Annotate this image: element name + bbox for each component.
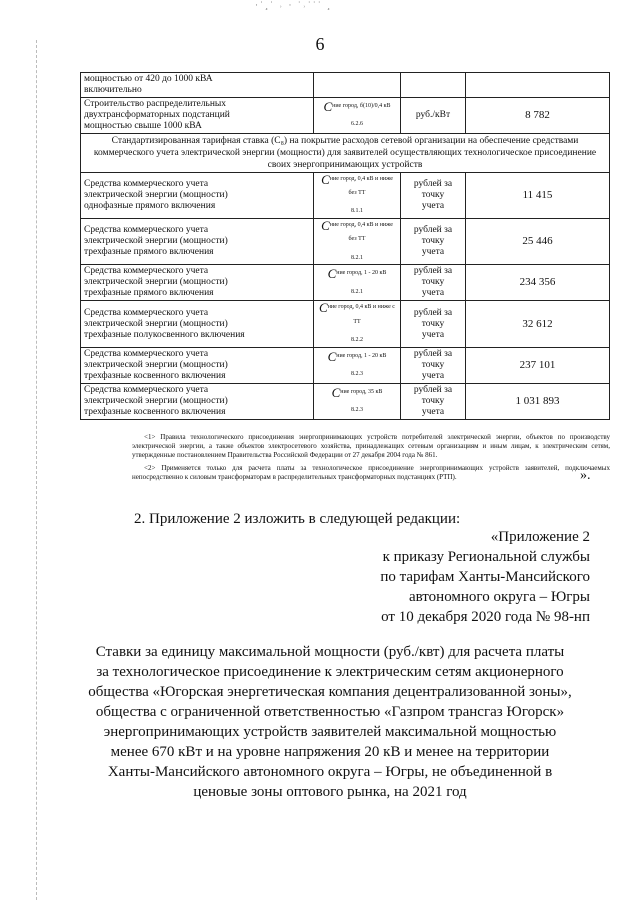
page-number: 6 [315,34,325,54]
rate-symbol: C [323,99,333,115]
unit [401,173,466,219]
row-name-line: включительно [84,85,142,95]
unit [401,219,466,265]
rate-subscript: 8.2.1 [351,288,363,295]
footnote-2: <2> Применяется только для расчета платы за технологическое присоединение энергопринимающих устройств заявителей, подключаемых непосредственно к силовым трансформаторам в распределительных трансформаторных подстанциях (РТП). [132,464,610,481]
table-row [81,98,610,134]
document-title [70,642,590,802]
rate-subscript: 8.2.2 [351,336,363,343]
rate-symbol: C [331,384,341,400]
row-name-line: Средства коммерческого учета [84,348,209,359]
row-name-line: однофазные прямого включения [84,201,216,212]
table-row [81,265,610,301]
unit-line: учета [421,406,445,417]
row-name-line: электрической энергии (мощности) [84,236,228,247]
unit-line: рублей за [413,266,453,277]
title-line: за технологическое присоединение к электрическим сетям акционерного [96,664,564,680]
row-name-line: электрической энергии (мощности) [84,190,228,201]
row-name-line: электрической энергии (мощности) [84,277,228,288]
title-line: общества «Югорская энергетическая компания децентрализованной зоны», [88,684,572,700]
rate-code [314,219,401,265]
rate-superscript: ние город, 35 кВ [340,388,383,395]
rate-value: 32 612 [466,301,610,347]
unit-line: учета [421,201,445,212]
rate-subscript: 8.1.1 [351,208,363,215]
unit-line: точку [421,318,445,329]
row-name-line: электрической энергии (мощности) [84,395,228,406]
rate-symbol: C [327,266,337,282]
table-row [81,219,610,265]
rate-superscript: ние город, 1 - 20 кВ [336,352,387,359]
margin-line [36,40,37,900]
row-name [81,98,314,134]
row-name [81,301,314,347]
title-line: ценовые зоны оптового рынка, на 2021 год [193,784,467,800]
row-name-line: Средства коммерческого учета [84,266,209,277]
section-header-text: Стандартизированная тарифная ставка (C₈) на покрытие расходов сетевой организации на обеспечение средствами коммерческого учета электрической энергии (мощности) для заявителей осуществляющих технологическое присоединение своих энергопринимающих устройств [81,134,610,173]
footnote-1: <1> Правила технологического присоединения энергопринимающих устройств потребителей электрической энергии, объектов по производству электрической энергии, а также объектов электросетевого хозяйства, принадлежащих сетевым организациям и иным лицам, к электрическим сетям, утвержденные постановлением Правительства Российской Федерации от 27 декабря 2004 года № 861. [132,433,610,459]
table-row [81,301,610,347]
rate-code [314,265,401,301]
row-name-line: мощностью свыше 1000 кВА [84,121,202,131]
rate-symbol: C [321,172,330,188]
table-section-header [81,134,610,173]
rate-code [314,301,401,347]
rate-code [314,383,401,419]
rate-superscript: ние город, б(10)/0,4 кВ [332,102,391,109]
appendix-line: от 10 декабря 2020 года № 98-нп [381,609,590,625]
unit-line: учета [421,370,445,381]
row-name-line: Строительство распределительных [84,99,227,109]
rate-value: 8 782 [466,98,610,134]
row-name-line: двухтрансформаторных подстанций [84,110,230,120]
rate-superscript: ние город, 0,4 кВ и ниже без ТТ [329,222,393,243]
rate-value: 1 031 893 [466,383,610,419]
unit-line: точку [421,190,445,201]
rate-subscript: 8.2.3 [351,406,363,413]
scan-artifact: ·˙¸˙ ˒ · ˙˒˙˙˙ ¸ [255,0,332,10]
rate-code [314,98,401,134]
row-name-line: электрической энергии (мощности) [84,359,228,370]
unit [401,383,466,419]
row-name-line: Средства коммерческого учета [84,307,209,318]
row-name [81,265,314,301]
unit-line: рублей за [413,307,453,318]
unit-line: рублей за [413,348,453,359]
unit [401,98,466,134]
tariff-table [80,72,610,420]
row-name [81,383,314,419]
title-line: энергопринимающих устройств заявителей максимальной мощностью [103,724,557,740]
rate-code [314,73,401,98]
row-name-line: трехфазные полукосвенного включения [84,329,245,340]
unit-line: учета [421,247,445,258]
table-row [81,383,610,419]
rate-value: 234 356 [466,265,610,301]
unit [401,347,466,383]
rate-superscript: ние город, 1 - 20 кВ [336,270,387,277]
table-row [81,173,610,219]
unit-line: руб./кВт [415,110,451,120]
row-name [81,73,314,98]
row-name [81,219,314,265]
table-row [81,347,610,383]
rate-superscript: ние город, 0,4 кВ и ниже без ТТ [329,176,393,197]
rate-value: 237 101 [466,347,610,383]
row-name [81,173,314,219]
unit-line: рублей за [413,225,453,236]
unit-line: точку [421,395,445,406]
title-line: общества с ограниченной ответственностью «Газпром трансгаз Югорск» [95,704,565,720]
row-name [81,347,314,383]
row-name-line: Средства коммерческого учета [84,384,209,395]
rate-code [314,173,401,219]
appendix-line: автономного округа – Югры [408,589,590,605]
rate-value: 25 446 [466,219,610,265]
appendix-heading [380,527,590,627]
row-name-line: Средства коммерческого учета [84,225,209,236]
table-row [81,73,610,98]
row-name-line: трехфазные косвенного включения [84,406,226,417]
row-name-line: трехфазные косвенного включения [84,370,226,381]
unit [401,265,466,301]
rate-value [466,73,610,98]
title-line: менее 670 кВт и на уровне напряжения 20 кВ и менее на территории [110,744,550,760]
rate-value: 11 415 [466,173,610,219]
unit-line: учета [421,288,445,299]
rate-symbol: C [321,218,330,234]
unit [401,73,466,98]
unit-line: рублей за [413,384,453,395]
rate-subscript: 6.2.6 [351,121,363,128]
footnotes [132,433,610,486]
row-name-line: мощностью от 420 до 1000 кВА [84,74,213,84]
row-name-line: электрической энергии (мощности) [84,318,228,329]
rate-subscript: 8.2.1 [351,254,363,261]
rate-symbol: C [327,348,337,364]
unit-line: учета [421,329,445,340]
unit-line: точку [421,236,445,247]
rate-superscript: ние город, 0,4 кВ и ниже с ТТ [327,304,395,325]
appendix-line: к приказу Региональной службы [382,549,590,565]
unit-line: точку [421,359,445,370]
closing-quote: ». [580,468,591,483]
row-name-line: трехфазные прямого включения [84,288,214,299]
row-name-line: трехфазные прямого включения [84,247,214,258]
appendix-line: «Приложение 2 [490,529,590,545]
unit-line: точку [421,277,445,288]
rate-symbol: C [319,300,328,316]
rate-code [314,347,401,383]
amendment-point-2: 2. Приложение 2 изложить в следующей редакции: [134,511,461,527]
title-line: Ставки за единицу максимальной мощности (руб./квт) для расчета платы [95,644,565,660]
unit-line: рублей за [413,179,453,190]
title-line: Ханты-Мансийского автономного округа – Югры, не объединенной в [107,764,553,780]
rate-subscript: 8.2.3 [351,370,363,377]
unit [401,301,466,347]
row-name-line: Средства коммерческого учета [84,179,209,190]
appendix-line: по тарифам Ханты-Мансийского [380,569,590,585]
